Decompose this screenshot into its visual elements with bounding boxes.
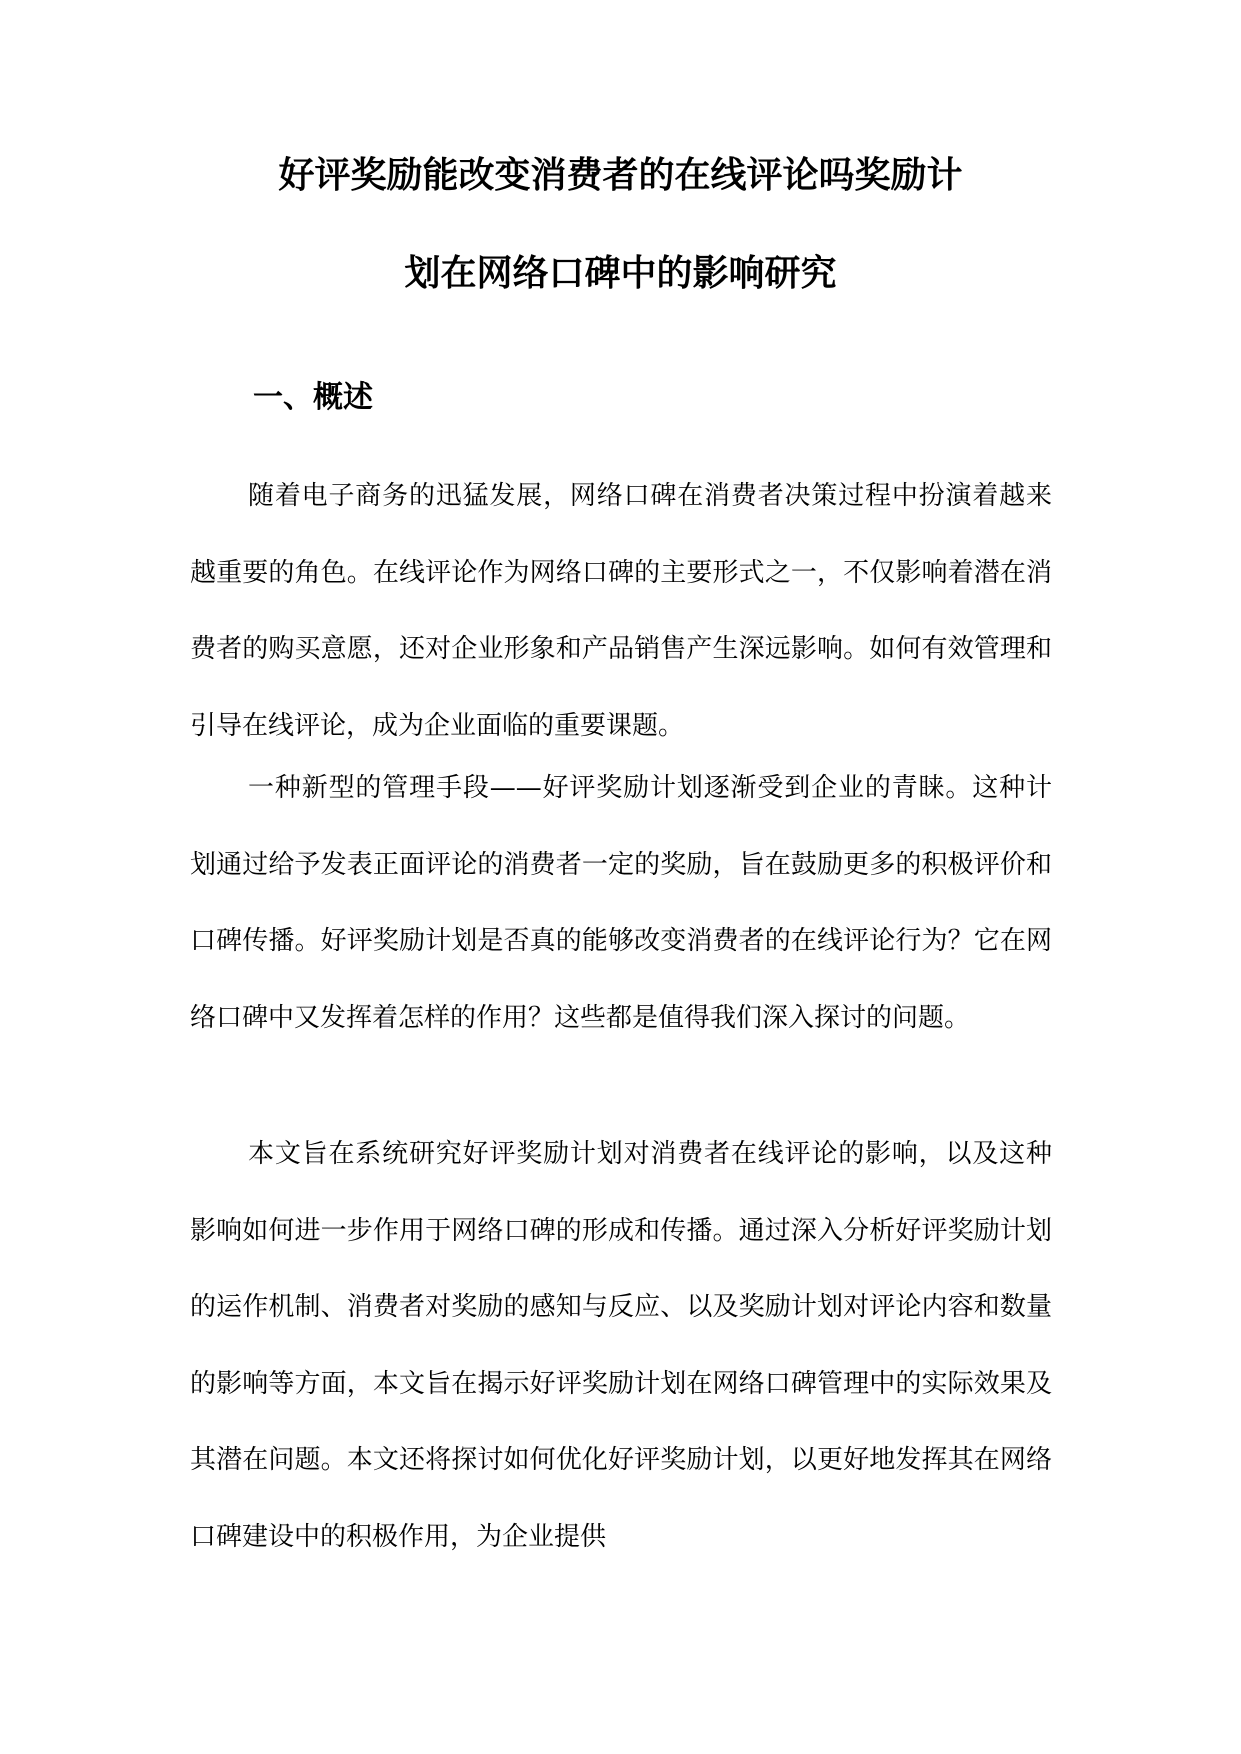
paragraph-1: 随着电子商务的迅猛发展，网络口碑在消费者决策过程中扮演着越来越重要的角色。在线评论作为网络口碑的主要形式之一，不仅影响着潜在消费者的购买意愿，还对企业形象和产品销售产生深远影响。如何有效管理和引导在线评论，成为企业面临的重要课题。 — [190, 481, 1052, 741]
paragraph-2: 一种新型的管理手段——好评奖励计划逐渐受到企业的青睐。这种计划通过给予发表正面评论的消费者一定的奖励，旨在鼓励更多的积极评价和口碑传播。好评奖励计划是否真的能够改变消费者的在线评论行为？它在网络口碑中又发挥着怎样的作用？这些都是值得我们深入探讨的问题。 — [190, 773, 1052, 1033]
document-title-line-1: 好评奖励能改变消费者的在线评论吗奖励计 — [278, 155, 963, 196]
document-title-line-2: 划在网络口碑中的影响研究 — [404, 253, 837, 294]
paragraph-3: 本文旨在系统研究好评奖励计划对消费者在线评论的影响，以及这种影响如何进一步作用于网络口碑的形成和传播。通过深入分析好评奖励计划的运作机制、消费者对奖励的感知与反应、以及奖励计划对评论内容和数量的影响等方面，本文旨在揭示好评奖励计划在网络口碑管理中的实际效果及其潜在问题。本文还将探讨如何优化好评奖励计划，以更好地发挥其在网络口碑建设中的积极作用，为企业提供 — [190, 1139, 1052, 1552]
section-heading: 一、概述 — [253, 380, 373, 415]
